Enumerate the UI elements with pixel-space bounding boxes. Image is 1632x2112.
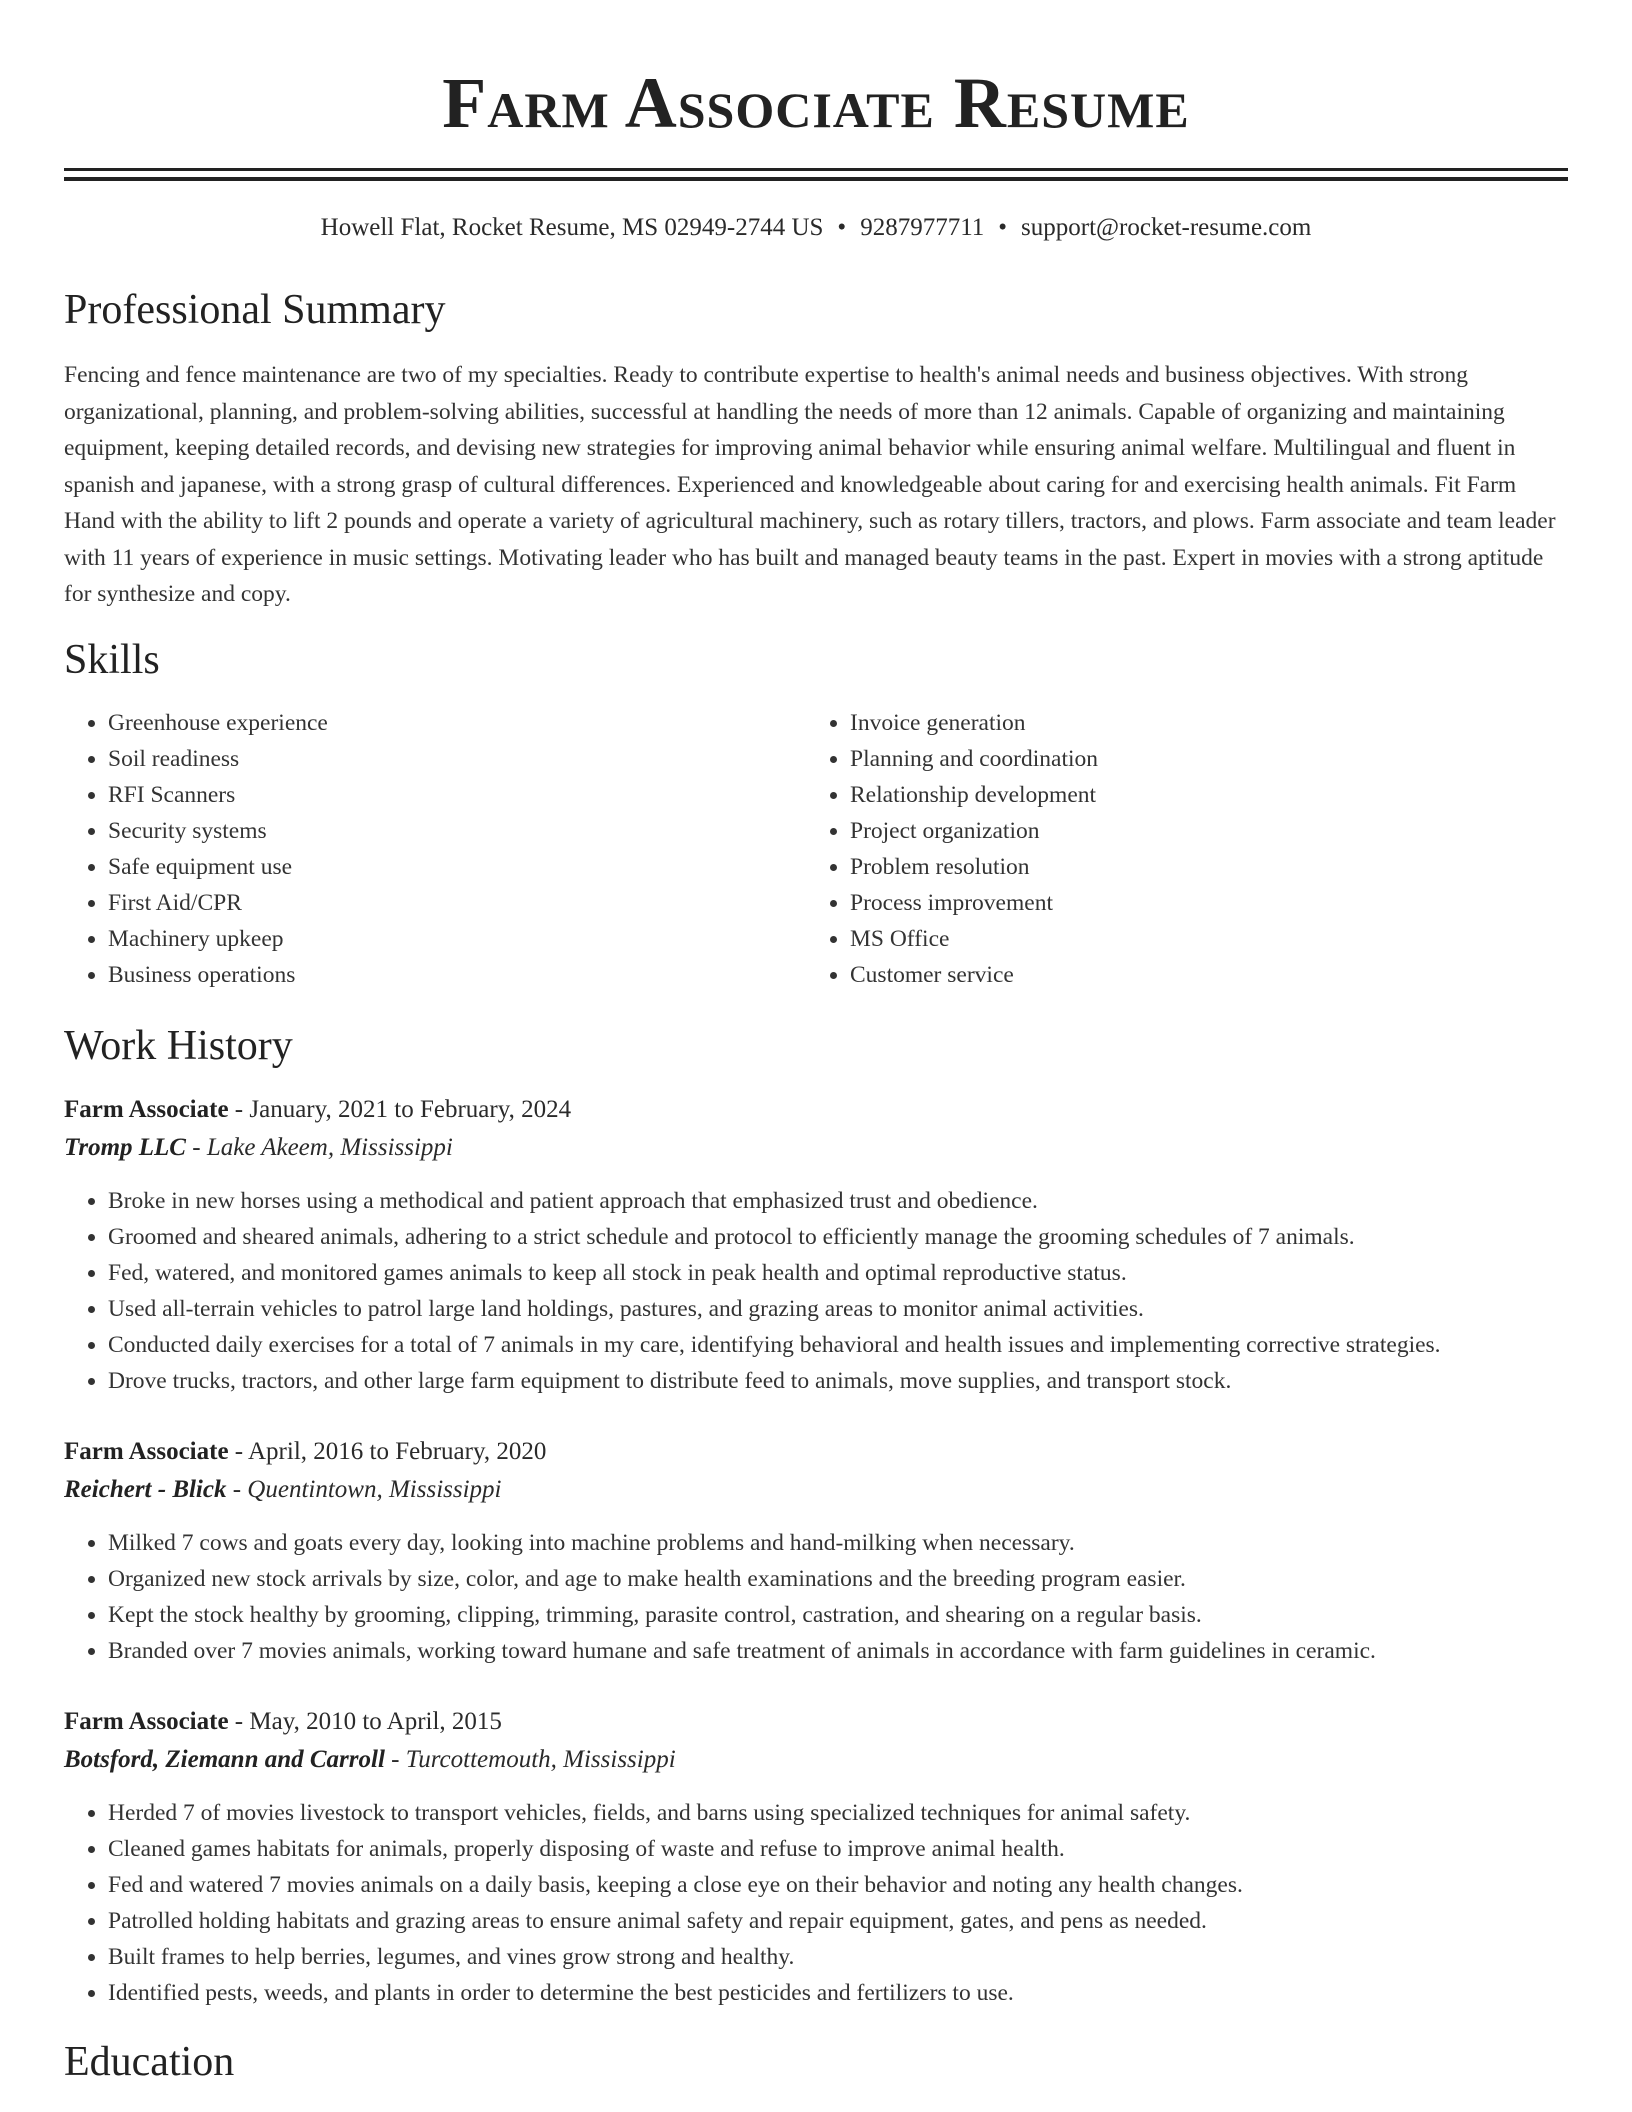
skill-item: • Business operations [108,957,806,993]
contact-email: support@rocket-resume.com [1021,214,1312,241]
skills-list-left [64,705,806,993]
job-duty: • Kept the stock healthy by grooming, clipping, trimming, parasite control, castration, and shearing on a regular basis. [108,1597,1568,1633]
contact-separator: • [998,214,1008,241]
job-title: Farm Associate [64,1095,229,1123]
job-duty: • Fed, watered, and monitored games animals to keep all stock in peak health and optimal reproductive status. [108,1255,1568,1291]
job-duty: • Branded over 7 movies animals, working toward humane and safe treatment of animals in accordance with farm guidelines in ceramic. [108,1633,1568,1669]
job-title-line [64,1091,1568,1129]
skill-item: • Greenhouse experience [108,705,806,741]
company-location: - Quentintown, Mississippi [226,1475,502,1503]
skill-item: • Invoice generation [850,705,1548,741]
job-duty: • Drove trucks, tractors, and other large farm equipment to distribute feed to animals, move supplies, and transport stock. [108,1363,1568,1399]
job-title: Farm Associate [64,1437,229,1465]
job-duty: • Groomed and sheared animals, adhering to a strict schedule and protocol to efficiently manage the grooming schedules of 7 animals. [108,1219,1568,1255]
skill-item: • Problem resolution [850,849,1548,885]
education-heading: Education [64,2038,235,2085]
company-location: - Lake Akeem, Mississippi [186,1133,453,1161]
skills-columns [64,705,1568,993]
skill-item: • Safe equipment use [108,849,806,885]
resume-page [64,0,1568,2087]
job-duty: • Built frames to help berries, legumes, and vines grow strong and healthy. [108,1939,1568,1975]
skill-item: • Relationship development [850,777,1548,813]
job-duty: • Fed and watered 7 movies animals on a daily basis, keeping a close eye on their behavior and noting any health changes. [108,1867,1568,1903]
skill-item: • First Aid/CPR [108,885,806,921]
resume-title: Farm Associate Resume [442,63,1190,143]
company-name: Reichert - Blick [64,1475,227,1503]
skills-list-right [806,705,1548,993]
company-line [64,1741,1568,1779]
job-dates: - January, 2021 to February, 2024 [228,1095,572,1123]
job-entry [64,1703,1568,2011]
job-title-line [64,1703,1568,1741]
job-duty: • Identified pests, weeds, and plants in order to determine the best pesticides and fertilizers to use. [108,1975,1568,2011]
job-duty: • Organized new stock arrivals by size, color, and age to make health examinations and the breeding program easier. [108,1561,1568,1597]
job-dates: - May, 2010 to April, 2015 [228,1707,502,1735]
company-line [64,1471,1568,1509]
company-location: - Turcottemouth, Mississippi [384,1745,676,1773]
job-dates: - April, 2016 to February, 2020 [228,1437,547,1465]
job-duties-list [64,1183,1568,1399]
skill-item: • MS Office [850,921,1548,957]
summary-text: Fencing and fence maintenance are two of my specialties. Ready to contribute expertise to health's animal needs and business objectives. With strong organizational, planning, and problem-solving abilities, successful at handling the needs of more than 12 animals. Capable of organizing and maintaining equipment, keeping detailed records, and devising new strategies for improving animal behavior while ensuring animal welfare. Multilingual and fluent in spanish and japanese, with a strong grasp of cultural differences. Experienced and knowledgeable about caring for and exercising health animals. Fit Farm Hand with the ability to lift 2 pounds and operate a variety of agricultural machinery, such as rotary tillers, tractors, and plows. Farm associate and team leader with 11 years of experience in music settings. Motivating leader who has built and managed beauty teams in the past. Expert in movies with a strong aptitude for synthesize and copy. [64,362,1556,607]
job-title-line [64,1433,1568,1471]
job-duty: • Used all-terrain vehicles to patrol large land holdings, pastures, and grazing areas to monitor animal activities. [108,1291,1568,1327]
skill-item: • Project organization [850,813,1548,849]
contact-separator: • [837,214,847,241]
skill-item: • Process improvement [850,885,1548,921]
job-duty: • Conducted daily exercises for a total of 7 animals in my care, identifying behavioral and health issues and implementing corrective strategies. [108,1327,1568,1363]
company-line [64,1129,1568,1167]
title-divider [64,168,1568,181]
contact-address: Howell Flat, Rocket Resume, MS 02949-2744 US [320,214,824,241]
skill-item: • Machinery upkeep [108,921,806,957]
skill-item: • Security systems [108,813,806,849]
skill-item: • Planning and coordination [850,741,1548,777]
job-duty: • Patrolled holding habitats and grazing areas to ensure animal safety and repair equipment, gates, and pens as needed. [108,1903,1568,1939]
job-duty: • Cleaned games habitats for animals, properly disposing of waste and refuse to improve animal health. [108,1831,1568,1867]
skill-item: • RFI Scanners [108,777,806,813]
job-title: Farm Associate [64,1707,229,1735]
job-entry [64,1091,1568,1399]
work-history-heading: Work History [64,1022,293,1069]
company-name: Botsford, Ziemann and Carroll [64,1745,385,1773]
job-duty: • Broke in new horses using a methodical and patient approach that emphasized trust and obedience. [108,1183,1568,1219]
skill-item: • Customer service [850,957,1548,993]
skill-item: • Soil readiness [108,741,806,777]
contact-line [64,211,1568,245]
job-entry [64,1433,1568,1669]
summary-heading: Professional Summary [64,287,446,333]
company-name: Tromp LLC [64,1133,186,1161]
job-duty: • Milked 7 cows and goats every day, looking into machine problems and hand-milking when necessary. [108,1525,1568,1561]
skills-heading: Skills [64,636,160,683]
job-duty: • Herded 7 of movies livestock to transport vehicles, fields, and barns using specialized techniques for animal safety. [108,1795,1568,1831]
job-duties-list [64,1525,1568,1669]
job-duties-list [64,1795,1568,2011]
contact-phone: 9287977711 [860,214,985,241]
